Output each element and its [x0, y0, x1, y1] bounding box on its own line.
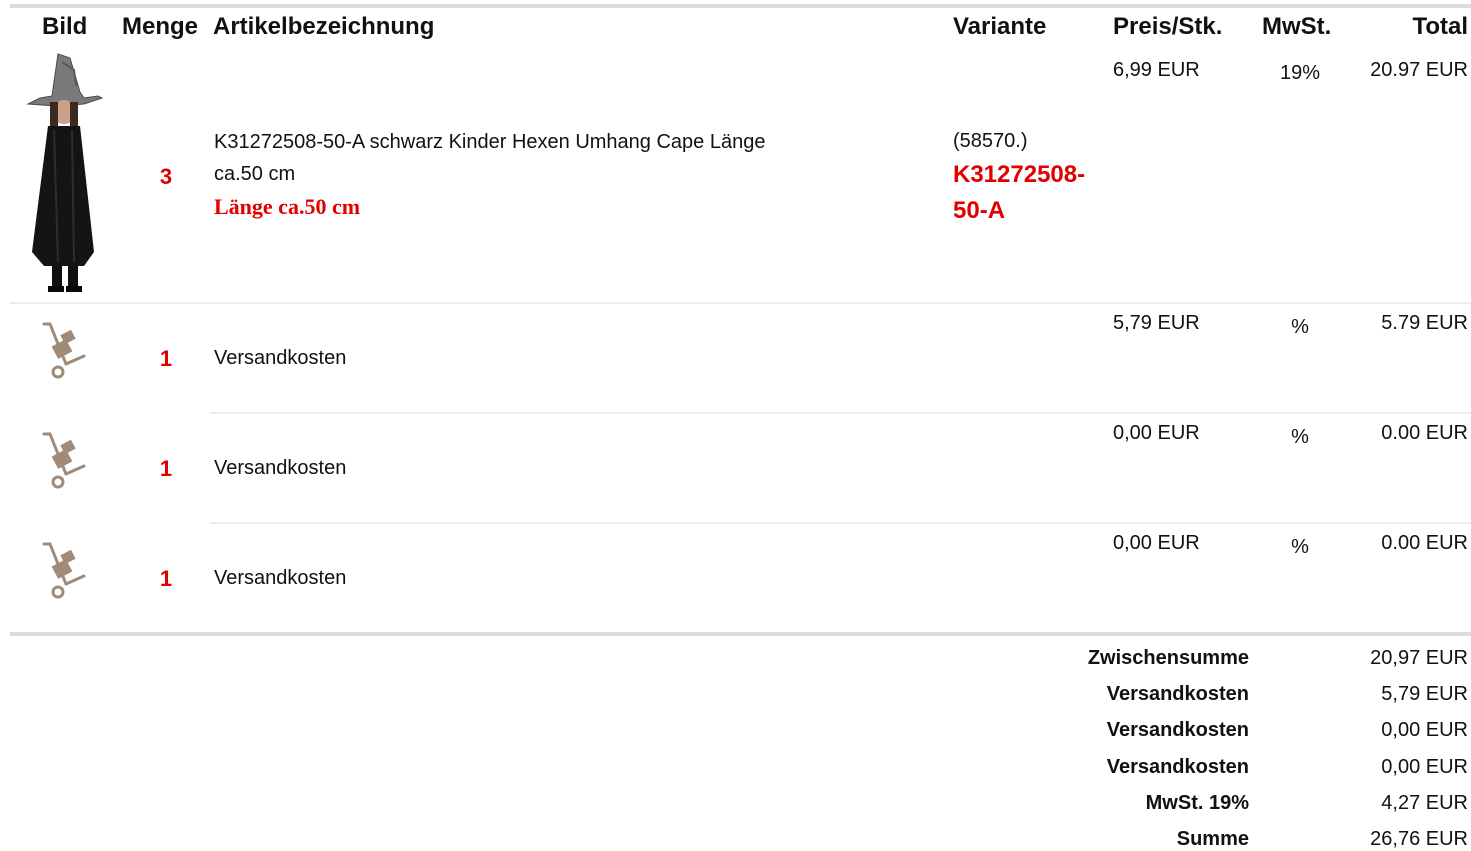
summary-value-shipping: 0,00 EUR	[1381, 719, 1468, 741]
unit-price: 6,99 EUR	[1113, 59, 1200, 81]
variant-ref: (58570.)	[953, 130, 1028, 152]
summary-value-total: 26,76 EUR	[1370, 828, 1468, 850]
row-divider	[210, 412, 1471, 414]
summary-value-shipping: 0,00 EUR	[1381, 756, 1468, 778]
unit-price: 0,00 EUR	[1113, 422, 1200, 444]
summary-value-vat: 4,27 EUR	[1381, 792, 1468, 814]
row-divider	[210, 522, 1471, 524]
witch-costume-photo	[18, 52, 110, 298]
header-bild: Bild	[42, 13, 88, 40]
quantity: 1	[159, 566, 173, 591]
item-description-cont: ca.50 cm	[214, 163, 296, 185]
hand-truck-icon	[36, 542, 90, 607]
line-total: 20.97 EUR	[1370, 59, 1468, 81]
summary-label-shipping: Versandkosten	[1106, 719, 1249, 741]
item-description: Versandkosten	[214, 347, 347, 369]
product-image	[18, 52, 110, 298]
header-variante: Variante	[953, 13, 1047, 40]
quantity: 1	[159, 456, 173, 481]
item-description: K31272508-50-A schwarz Kinder Hexen Umhang Cape Länge	[214, 131, 766, 153]
top-rule	[10, 4, 1471, 8]
vat-rate: 19%	[1279, 62, 1321, 84]
header-total: Total	[1412, 13, 1468, 40]
totals-divider	[10, 632, 1471, 636]
header-mwst: MwSt.	[1262, 13, 1332, 40]
summary-label-total: Summe	[1176, 828, 1249, 850]
summary-label-shipping: Versandkosten	[1106, 756, 1249, 778]
row-divider	[10, 302, 1471, 304]
hand-truck-icon	[36, 322, 90, 387]
vat-rate: %	[1291, 426, 1309, 448]
vat-rate: %	[1291, 316, 1309, 338]
unit-price: 0,00 EUR	[1113, 532, 1200, 554]
variant-code-cont: 50-A	[953, 197, 1006, 224]
summary-value-subtotal: 20,97 EUR	[1370, 647, 1468, 669]
vat-rate: %	[1291, 536, 1309, 558]
item-description: Versandkosten	[214, 457, 347, 479]
line-total: 0.00 EUR	[1381, 532, 1468, 554]
header-artikelbezeichnung: Artikelbezeichnung	[213, 13, 435, 40]
quantity: 3	[159, 164, 173, 189]
summary-label-subtotal: Zwischensumme	[1087, 647, 1249, 669]
item-variant-highlight: Länge ca.50 cm	[214, 194, 361, 219]
summary-label-vat: MwSt. 19%	[1145, 792, 1249, 814]
unit-price: 5,79 EUR	[1113, 312, 1200, 334]
summary-value-shipping: 5,79 EUR	[1381, 683, 1468, 705]
line-total: 5.79 EUR	[1381, 312, 1468, 334]
summary-label-shipping: Versandkosten	[1106, 683, 1249, 705]
line-total: 0.00 EUR	[1381, 422, 1468, 444]
item-description: Versandkosten	[214, 567, 347, 589]
header-preis: Preis/Stk.	[1113, 13, 1223, 40]
hand-truck-icon	[36, 432, 90, 497]
variant-code: K31272508-	[953, 161, 1086, 188]
quantity: 1	[159, 346, 173, 371]
header-menge: Menge	[122, 13, 199, 40]
